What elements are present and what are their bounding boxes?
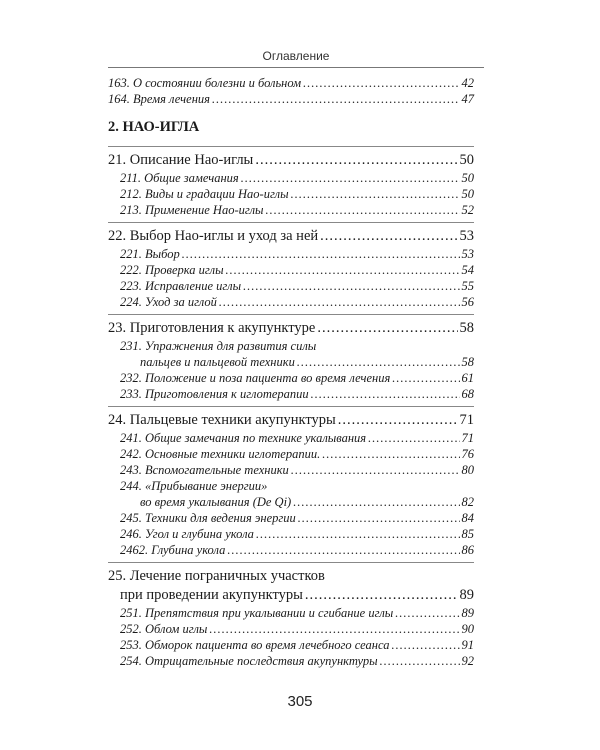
toc-entry-text: 254. Отрицательные последствия акупунктуры — [120, 654, 378, 668]
dot-leader — [256, 526, 460, 542]
chapter-divider — [108, 406, 474, 407]
toc-entry-212[interactable] — [108, 186, 474, 202]
toc-entry-164[interactable] — [108, 91, 474, 107]
toc-entry-text: во время укалывания (De Qi) — [140, 495, 292, 509]
toc-chapter-25-first-line[interactable]: 25. Лечение пограничных участков — [108, 568, 325, 584]
toc-entry-252[interactable] — [108, 621, 474, 637]
dot-leader — [226, 262, 460, 278]
toc-entry-page: 68 — [461, 387, 474, 401]
toc-entry-text: 211. Общие замечания — [120, 171, 239, 185]
chapter-page: 50 — [459, 152, 474, 168]
dot-leader — [392, 370, 459, 386]
table-of-contents — [108, 75, 474, 669]
chapter-divider — [108, 222, 474, 223]
toc-entry-page: 84 — [461, 511, 474, 525]
toc-entry-text: 163. О состоянии болезни и больном — [108, 76, 302, 90]
toc-entry-page: 90 — [461, 622, 474, 636]
dot-leader — [298, 510, 460, 526]
toc-entry-text: 232. Положение и поза пациента во время лечения — [120, 371, 391, 385]
dot-leader — [212, 91, 460, 107]
toc-chapter-25[interactable] — [108, 586, 474, 605]
toc-entry-text: 222. Проверка иглы — [120, 263, 224, 277]
toc-entry-page: 80 — [461, 463, 474, 477]
toc-entry-253[interactable] — [108, 637, 474, 653]
toc-entry-223[interactable] — [108, 278, 474, 294]
toc-entry-text: 242. Основные техники иглотерапии. — [120, 447, 321, 461]
chapter-title: 22. Выбор Нао-иглы и уход за ней — [108, 228, 319, 244]
chapter-divider — [108, 146, 474, 147]
toc-entry-page: 89 — [461, 606, 474, 620]
toc-entry-251[interactable] — [108, 605, 474, 621]
dot-leader — [266, 202, 460, 218]
dot-leader — [368, 430, 459, 446]
toc-entry-page: 54 — [461, 263, 474, 277]
chapter-title: 23. Приготовления к акупунктуре — [108, 320, 316, 336]
running-header: Оглавление — [262, 49, 330, 63]
chapter-page: 58 — [459, 320, 474, 336]
toc-entry-text: пальцев и пальцевой техники — [140, 355, 295, 369]
toc-entry-231[interactable] — [108, 354, 474, 370]
header-divider — [108, 67, 484, 68]
dot-leader — [182, 246, 460, 262]
toc-entry-2462[interactable] — [108, 542, 474, 558]
dot-leader — [322, 446, 459, 462]
toc-entry-page: 42 — [461, 76, 474, 90]
toc-entry-text: 245. Техники для ведения энергии — [120, 511, 296, 525]
dot-leader — [320, 227, 457, 246]
dot-leader — [303, 75, 459, 91]
dot-leader — [305, 586, 458, 605]
toc-entry-text: 164. Время лечения — [108, 92, 210, 106]
toc-entry-text: 223. Исправление иглы — [120, 279, 242, 293]
toc-entry-page: 61 — [461, 371, 474, 385]
toc-entry-page: 58 — [461, 355, 474, 369]
dot-leader — [227, 542, 459, 558]
toc-entry-241[interactable] — [108, 430, 474, 446]
toc-entry-text: 221. Выбор — [120, 247, 180, 261]
toc-entry-232[interactable] — [108, 370, 474, 386]
toc-entry-page: 55 — [461, 279, 474, 293]
dot-leader — [243, 278, 459, 294]
dot-leader — [293, 494, 459, 510]
toc-entry-page: 47 — [461, 92, 474, 106]
toc-entry-243[interactable] — [108, 462, 474, 478]
toc-entry-page: 86 — [461, 543, 474, 557]
toc-entry-222[interactable] — [108, 262, 474, 278]
toc-entry-233[interactable] — [108, 386, 474, 402]
toc-entry-page: 76 — [461, 447, 474, 461]
toc-entry-page: 52 — [461, 203, 474, 217]
toc-entry-text: 212. Виды и градации Нао-иглы — [120, 187, 289, 201]
toc-entry-text: 213. Применение Нао-иглы — [120, 203, 264, 217]
dot-leader — [297, 354, 460, 370]
dot-leader — [291, 186, 460, 202]
toc-entry-text: 243. Вспомогательные техники — [120, 463, 289, 477]
toc-entry-244-first-line[interactable]: 244. «Прибывание энергии» — [120, 479, 268, 493]
toc-entry-text: 246. Угол и глубина укола — [120, 527, 254, 541]
chapter-divider — [108, 314, 474, 315]
toc-entry-text: 233. Приготовления к иглотерапии — [120, 387, 309, 401]
dot-leader — [391, 637, 459, 653]
toc-chapter-24[interactable] — [108, 411, 474, 430]
chapter-divider — [108, 562, 474, 563]
toc-entry-244[interactable] — [108, 494, 474, 510]
toc-entry-page: 56 — [461, 295, 474, 309]
toc-entry-page: 53 — [461, 247, 474, 261]
toc-entry-page: 71 — [461, 431, 474, 445]
toc-entry-text: 224. Уход за иглой — [120, 295, 217, 309]
toc-entry-246[interactable] — [108, 526, 474, 542]
dot-leader — [338, 411, 458, 430]
page-number: 305 — [287, 693, 313, 710]
toc-entry-211[interactable] — [108, 170, 474, 186]
dot-leader — [395, 605, 459, 621]
toc-entry-221[interactable] — [108, 246, 474, 262]
chapter-title: 21. Описание Нао-иглы — [108, 152, 254, 168]
toc-entry-page: 50 — [461, 171, 474, 185]
toc-entry-page: 82 — [461, 495, 474, 509]
toc-entry-text: 2462. Глубина укола — [120, 543, 226, 557]
dot-leader — [209, 621, 459, 637]
chapter-page: 89 — [459, 587, 474, 603]
toc-chapter-22[interactable] — [108, 227, 474, 246]
toc-entry-text: 253. Обморок пациента во время лечебного сеанса — [120, 638, 390, 652]
dot-leader — [317, 319, 457, 338]
toc-entry-page: 92 — [461, 654, 474, 668]
dot-leader — [380, 653, 460, 669]
section-title: 2. НАО-ИГЛА — [108, 119, 200, 135]
dot-leader — [311, 386, 460, 402]
toc-entry-163[interactable] — [108, 75, 474, 91]
toc-entry-page: 85 — [461, 527, 474, 541]
dot-leader — [291, 462, 460, 478]
toc-entry-page: 50 — [461, 187, 474, 201]
toc-entry-254[interactable] — [108, 653, 474, 669]
dot-leader — [255, 151, 457, 170]
chapter-title: при проведении акупунктуры — [120, 587, 303, 603]
toc-entry-245[interactable] — [108, 510, 474, 526]
toc-entry-242[interactable] — [108, 446, 474, 462]
toc-entry-page: 91 — [461, 638, 474, 652]
chapter-page: 53 — [459, 228, 474, 244]
toc-entry-231-first-line[interactable]: 231. Упражнения для развития силы — [120, 339, 317, 353]
dot-leader — [241, 170, 460, 186]
chapter-page: 71 — [459, 412, 474, 428]
toc-entry-text: 241. Общие замечания по технике укалывания — [120, 431, 367, 445]
toc-entry-224[interactable] — [108, 294, 474, 310]
toc-chapter-21[interactable] — [108, 151, 474, 170]
toc-entry-213[interactable] — [108, 202, 474, 218]
dot-leader — [219, 294, 460, 310]
chapter-title: 24. Пальцевые техники акупунктуры — [108, 412, 336, 428]
toc-entry-text: 252. Облом иглы — [120, 622, 208, 636]
toc-entry-text: 251. Препятствия при укалывании и сгибание иглы — [120, 606, 394, 620]
toc-chapter-23[interactable] — [108, 319, 474, 338]
